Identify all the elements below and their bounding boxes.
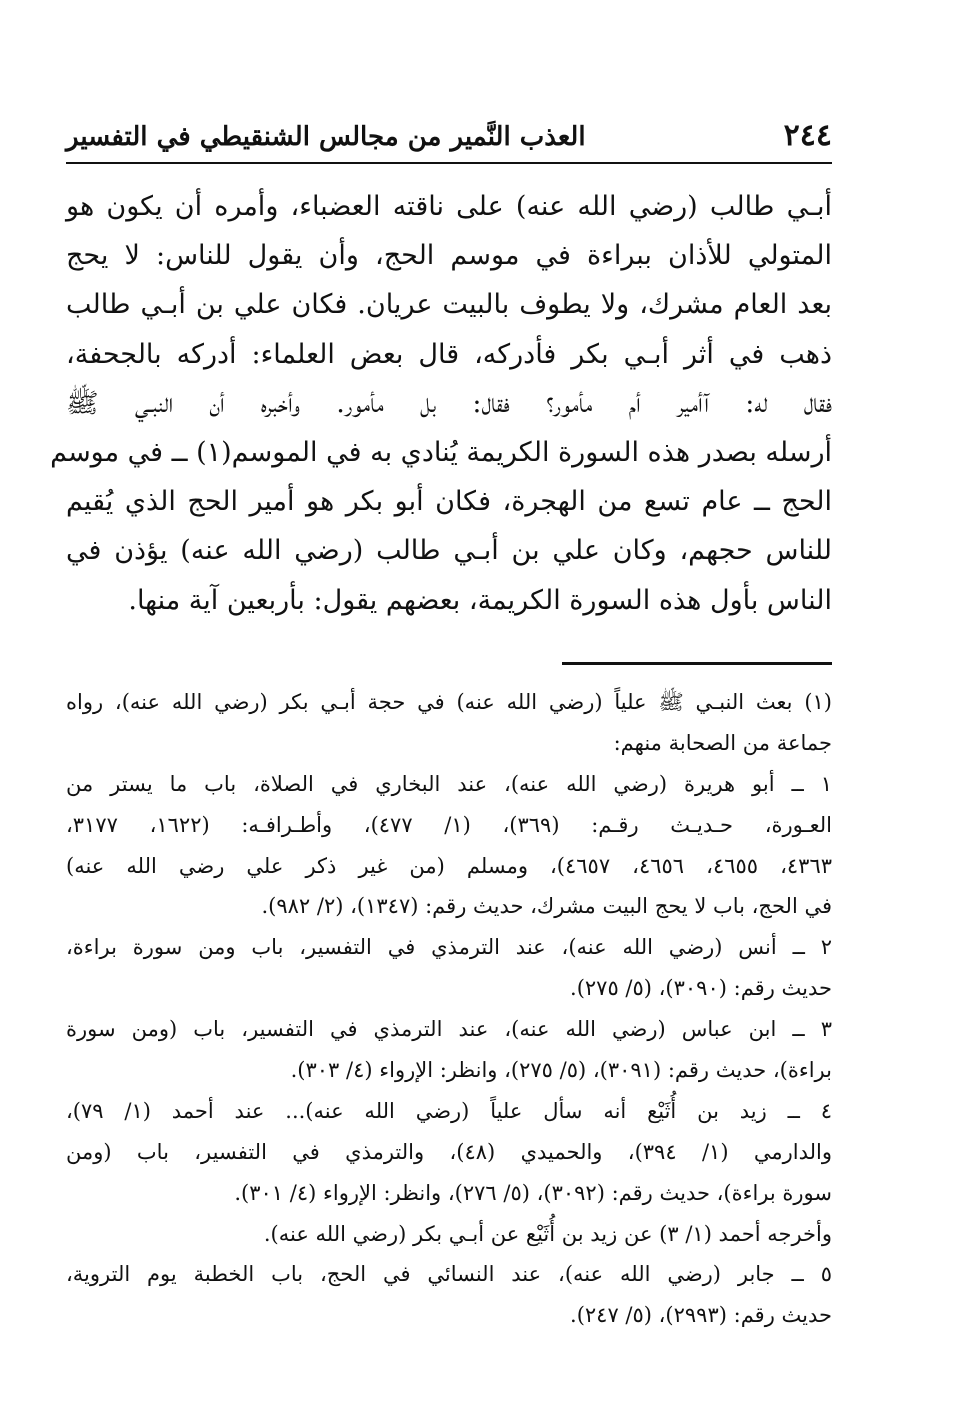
footnote-line: العـورة، حـديـث رقـم: (٣٦٩)، (١/ ٤٧٧)، وأطـرافـه: (١٦٢٢، ٣١٧٧، <box>66 812 832 837</box>
footnote-line: والدارمي (١/ ٣٩٤)، والحميدي (٤٨)، والترمذي في التفسير، باب (ومن <box>66 1139 832 1164</box>
text-line: للناس حجهم، وكان علي بن أبـي طالب (رضي الله عنه) يؤذن في <box>66 535 832 567</box>
text-line: الناس بأول هذه السورة الكريمة، بعضهم يقول: بأربعين آية منها. <box>128 584 832 616</box>
footnote-line: حديث رقم: (٢٩٩٣)، (٥/ ٢٤٧). <box>570 1303 832 1328</box>
footnote-line: براءة)، حديث رقم: (٣٠٩١)، (٥/ ٢٧٥)، وانظر: الإرواء (٤/ ٣٠٣). <box>290 1058 832 1083</box>
footnote-line: وأخرجه أحمد (١/ ٣) عن زيد بن أُثَيْع عن أبـي بكر (رضي الله عنه). <box>263 1221 832 1246</box>
text-line: ذهب في أثر أبـي بكر فأدركه، قال بعض العلماء: أدركه بالجحفة، <box>66 338 832 370</box>
footnote-separator <box>562 662 832 665</box>
book-page <box>50 112 833 1382</box>
footnote-line: في الحج، باب لا يحج البيت مشرك، حديث رقم: (١٣٤٧)، (٢/ ٩٨٢). <box>261 894 832 919</box>
footnote-line: ٤ ــ زيد بن أُثَيْع أنه سأل علياً (رضي الله عنه)... عند أحمد (١/ ٧٩)، <box>66 1098 832 1123</box>
text-line: أبـي طالب (رضي الله عنه) على ناقته العضباء، وأمره أن يكون هو <box>66 191 832 222</box>
text-line: فقال له: آأمير أم مأمور؟ فقال: بل مأمور. وأخبره أن النبـي ﷺ <box>66 387 832 419</box>
footnote-line: ٢ ــ أنس (رضي الله عنه)، عند الترمذي في التفسير، باب ومن سورة براءة، <box>66 935 832 960</box>
footnotes <box>66 682 832 1336</box>
footnote-line: جماعة من الصحابة منهم: <box>613 730 832 755</box>
footnote-line: ٤٣٦٣، ٤٦٥٥، ٤٦٥٦، ٤٦٥٧)، ومسلم (من غير ذكر علي رضي الله عنه) <box>66 853 833 878</box>
text-line: المتولي للأذان ببراءة في موسم الحج، وأن يقول للناس: لا يحج <box>66 240 832 272</box>
footnote-line: حديث رقم: (٣٠٩٠)، (٥/ ٢٧٥). <box>570 976 832 1001</box>
footnote-line: سورة براءة)، حديث رقم: (٣٠٩٢)، (٥/ ٢٧٦)، وانظر: الإرواء (٤/ ٣٠١). <box>234 1180 832 1205</box>
header-rule <box>66 162 832 164</box>
text-line: أرسله بصدر هذه السورة الكريمة يُنادي به في الموسم(١) ــ في موسم <box>50 436 832 468</box>
text-line: الحج ــ عام تسع من الهجرة، فكان أبو بكر هو أمير الحج الذي يُقيم <box>66 486 832 518</box>
text-line: بعد العام مشرك، ولا يطوف بالبيت عريان. فكان علي بن أبـي طالب <box>66 289 832 321</box>
page-header <box>66 112 832 160</box>
footnote-line: (١) بعث النبـي ﷺ علياً (رضي الله عنه) في حجة أبـي بكر (رضي الله عنه)، رواه <box>66 690 832 714</box>
main-text <box>50 182 832 625</box>
footnote-line: ١ ــ أبو هريرة (رضي الله عنه)، عند البخاري في الصلاة، باب ما يستر من <box>66 771 832 796</box>
footnote-line: ٥ ــ جابر (رضي الله عنه)، عند النسائي في الحج، باب الخطبة يوم التروية، <box>66 1262 832 1287</box>
footnote-line: ٣ ــ ابن عباس (رضي الله عنه)، عند الترمذي في التفسير، باب (ومن سورة <box>66 1017 832 1042</box>
page-number: ٢٤٤ <box>783 118 832 153</box>
running-title: العذب النَّمير من مجالس الشنقيطي في التفسير <box>66 122 586 152</box>
